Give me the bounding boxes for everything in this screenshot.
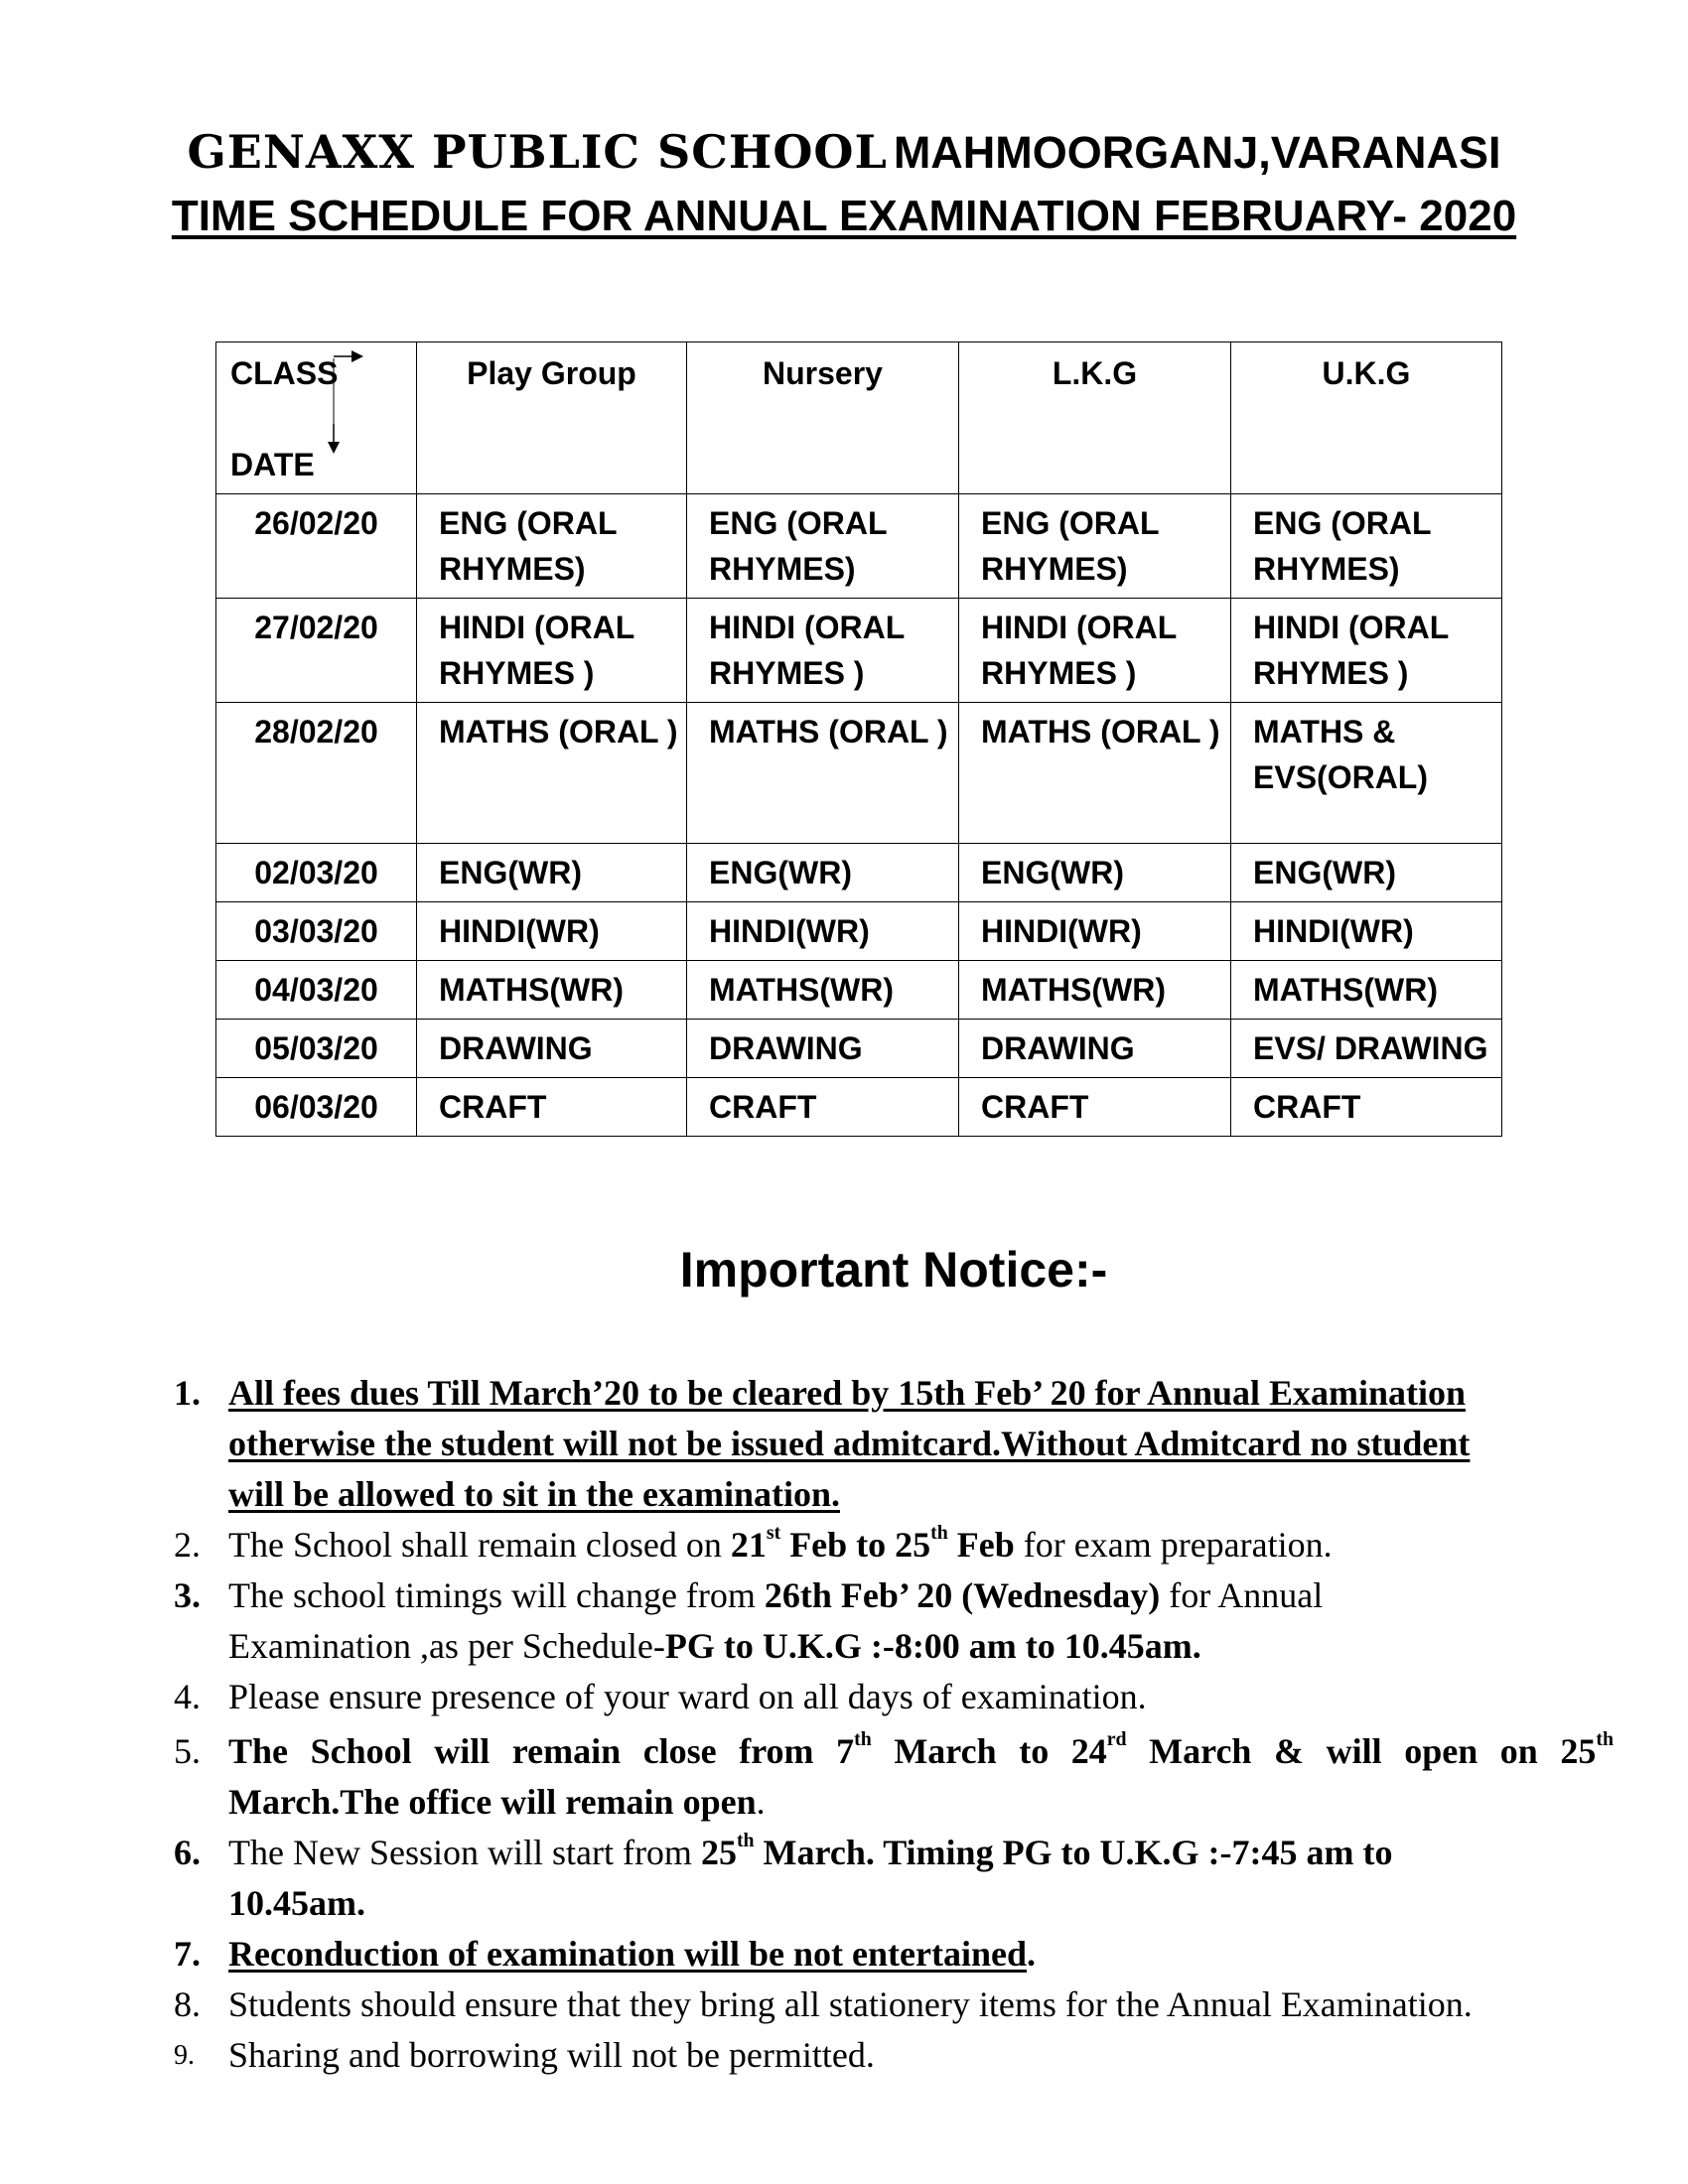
notice-item [164,2030,1614,2081]
subject-cell: ENG(WR) [687,844,959,902]
notice-text: Students should ensure that they bring all stationery items for the Annual Examination. [228,1984,1473,2024]
school-name: GENAXX PUBLIC SCHOOL [187,125,888,179]
date-cell: 02/03/20 [216,844,417,902]
superscript: rd [1106,1728,1127,1751]
date-cell: 28/02/20 [216,703,417,844]
notice-text: March.The office will remain open [228,1782,757,1822]
notice-text: 25 [700,1833,737,1872]
table-row [216,844,1502,902]
notice-text: Examination ,as per Schedule- [228,1626,665,1666]
subject-cell: MATHS(WR) [417,961,687,1020]
subject-cell: ENG(WR) [417,844,687,902]
page-header [0,127,1688,241]
notice-number: 9. [174,2040,195,2071]
subject-cell: ENG (ORAL RHYMES) [959,494,1231,599]
subject-cell: CRAFT [417,1078,687,1137]
notice-text: for exam preparation. [1014,1525,1333,1565]
superscript: th [854,1728,872,1751]
table-row [216,902,1502,961]
notice-number: 1. [174,1373,201,1413]
notice-item [164,1929,1614,1979]
subject-cell: ENG (ORAL RHYMES) [687,494,959,599]
notice-text: March. Timing PG to U.K.G :-7:45 am to [754,1833,1393,1872]
notice-text: PG to U.K.G :-8:00 am to 10.45am. [664,1626,1201,1666]
notice-text: . [1026,1934,1036,1974]
subject-cell: HINDI (ORAL RHYMES ) [417,599,687,703]
notice-text: Please ensure presence of your ward on all days of examination. [228,1677,1147,1716]
notice-text: Reconduction of examination will be not entertained [228,1934,1027,1974]
date-cell: 04/03/20 [216,961,417,1020]
class-header-ukg: U.K.G [1231,342,1502,494]
corner-header-cell [216,342,417,494]
notice-item [164,1726,1614,1828]
subject-cell: DRAWING [417,1020,687,1078]
superscript: th [1596,1728,1614,1751]
notice-text: All fees dues Till March’20 to be cleared by 15th Feb’ 20 for Annual Examination [228,1373,1467,1413]
notice-text: The School will remain close from 7 [228,1731,855,1771]
subject-cell: ENG(WR) [959,844,1231,902]
direction-arrows-icon [216,342,417,481]
notice-number: 6. [174,1833,201,1872]
corner-class-label: CLASS [230,355,339,391]
notice-number: 3. [174,1575,201,1615]
subject-cell: ENG(WR) [1231,844,1502,902]
notice-item [164,1979,1614,2030]
subject-cell: HINDI(WR) [1231,902,1502,961]
subject-cell: MATHS(WR) [1231,961,1502,1020]
table-row [216,961,1502,1020]
subject-cell: MATHS (ORAL ) [959,703,1231,844]
notice-text: 10.45am. [228,1883,365,1923]
exam-schedule-table [215,341,1502,1137]
notice-text: March to 24 [871,1731,1107,1771]
corner-date-label: DATE [230,447,315,482]
table-row [216,703,1502,844]
notice-item [164,1570,1614,1672]
subject-cell: DRAWING [959,1020,1231,1078]
table-header-row [216,342,1502,494]
subject-cell: MATHS(WR) [687,961,959,1020]
notice-text: otherwise the student will not be issued admitcard.Without Admitcard no student [228,1424,1471,1463]
subject-cell: ENG (ORAL RHYMES) [417,494,687,599]
class-header-play-group: Play Group [417,342,687,494]
notice-text: . [756,1782,766,1822]
subject-cell: MATHS (ORAL ) [687,703,959,844]
superscript: th [736,1830,755,1852]
date-cell: 26/02/20 [216,494,417,599]
notice-text: The New Session will start from [228,1833,701,1872]
subject-cell: HINDI (ORAL RHYMES ) [959,599,1231,703]
notice-item [164,1520,1614,1570]
notice-text: Feb to 25 [780,1525,931,1565]
school-location: MAHMOORGANJ,VARANASI [893,127,1501,178]
notice-list [164,1368,1614,2081]
subject-cell: CRAFT [687,1078,959,1137]
subject-cell: ENG (ORAL RHYMES) [1231,494,1502,599]
notice-item [164,1828,1614,1929]
subject-cell: MATHS (ORAL ) [417,703,687,844]
notice-item [164,1368,1614,1520]
table-row [216,599,1502,703]
subject-cell: HINDI (ORAL RHYMES ) [1231,599,1502,703]
notice-text: 26th Feb’ 20 (Wednesday) [764,1575,1161,1615]
schedule-title: TIME SCHEDULE FOR ANNUAL EXAMINATION FEBRUARY- 2020 [171,191,1517,240]
notice-text: will be allowed to sit in the examination. [228,1474,841,1514]
subject-cell: MATHS(WR) [959,961,1231,1020]
date-cell: 27/02/20 [216,599,417,703]
table-row [216,494,1502,599]
table-row [216,1078,1502,1137]
date-cell: 05/03/20 [216,1020,417,1078]
subject-cell: HINDI(WR) [687,902,959,961]
notice-number: 8. [174,1984,201,2024]
notice-text: The school timings will change from [228,1575,765,1615]
notice-text: for Annual [1160,1575,1324,1615]
subject-cell: MATHS & EVS(ORAL) [1231,703,1502,844]
notice-item [164,1672,1614,1722]
subject-cell: HINDI(WR) [959,902,1231,961]
notice-text: March & will open on 25 [1126,1731,1597,1771]
notice-text: 21 [730,1525,767,1565]
class-header-lkg: L.K.G [959,342,1231,494]
class-header-nursery: Nursery [687,342,959,494]
notice-number: 4. [174,1677,201,1716]
date-cell: 03/03/20 [216,902,417,961]
notice-number: 5. [174,1731,201,1771]
superscript: th [930,1522,948,1545]
notice-number: 7. [174,1934,201,1974]
subject-cell: DRAWING [687,1020,959,1078]
subject-cell: CRAFT [1231,1078,1502,1137]
table-row [216,1020,1502,1078]
notice-text: The School shall remain closed on [228,1525,731,1565]
title-line [0,127,1688,178]
subject-cell: HINDI (ORAL RHYMES ) [687,599,959,703]
notice-text: Sharing and borrowing will not be permitted. [228,2035,875,2075]
subject-cell: EVS/ DRAWING [1231,1020,1502,1078]
notice-text: Feb [947,1525,1015,1565]
notice-heading: Important Notice:- [679,1242,1108,1297]
subject-cell: CRAFT [959,1078,1231,1137]
notice-number: 2. [174,1525,201,1565]
subject-cell: HINDI(WR) [417,902,687,961]
date-cell: 06/03/20 [216,1078,417,1137]
superscript: st [766,1522,781,1545]
